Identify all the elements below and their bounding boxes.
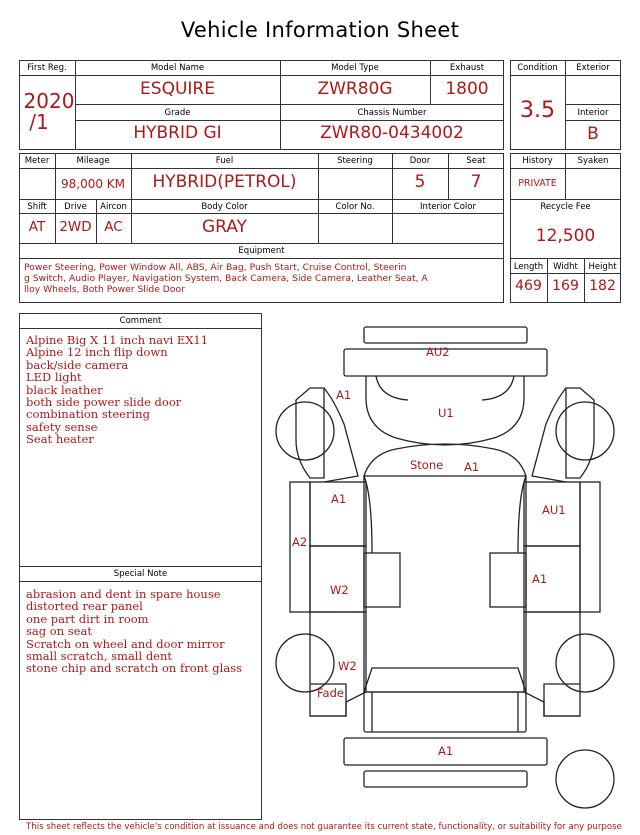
right-front-fender (566, 388, 594, 478)
aircon-label: Aircon (100, 202, 127, 212)
model-name-value: ESQUIRE (140, 79, 215, 99)
height-label: Height (588, 262, 617, 272)
front-spoiler (364, 327, 527, 343)
width-label: Widht (553, 262, 578, 272)
equipment-line: g Switch, Audio Player, Navigation System, Back Camera, Side Camera, Leather Seat, A (24, 273, 428, 285)
left-front-fender (296, 388, 324, 478)
damage-mark-right-front-fender: AU1 (542, 503, 566, 517)
recycle-fee-label: Recycle Fee (540, 202, 591, 212)
comment-item: Alpine Big X 11 inch navi EX11 (26, 333, 209, 347)
chassis-number-value: ZWR80-0434002 (320, 123, 464, 143)
damage-mark-left-rear-door: W2 (330, 583, 349, 597)
drive-label: Drive (64, 202, 87, 212)
length-value: 469 (515, 278, 542, 294)
damage-mark-windshield: A1 (464, 460, 480, 474)
damage-mark-left-fender: A2 (292, 535, 308, 549)
meter-label: Meter (24, 156, 50, 166)
recycle-fee-value: 12,500 (535, 226, 596, 246)
comment-item: back/side camera (26, 357, 129, 372)
length-label: Length (513, 262, 544, 272)
first-reg-label: First Reg. (27, 63, 67, 73)
equipment-line: lloy Wheels, Both Power Slide Door (24, 284, 185, 296)
equipment-label: Equipment (238, 246, 285, 256)
interior-value: B (587, 124, 599, 144)
mileage-label: Mileage (76, 156, 110, 166)
exhaust-label: Exhaust (449, 63, 485, 73)
interior-label: Interior (577, 108, 609, 118)
interior-color-label: Interior Color (420, 202, 476, 212)
seat-value: 7 (470, 172, 482, 192)
special-note-item: distorted rear panel (26, 599, 143, 614)
comment-item: safety sense (26, 419, 98, 434)
special-note-item: sag on seat (26, 624, 92, 639)
shift-label: Shift (27, 202, 47, 212)
front-right-wheel (556, 402, 614, 460)
comment-item: Alpine 12 inch flip down (26, 345, 168, 360)
condition-label: Condition (517, 63, 558, 73)
special-note-item: Scratch on wheel and door mirror (26, 636, 225, 651)
rear-window (364, 668, 526, 692)
damage-mark-hood: U1 (438, 406, 454, 420)
history-label: History (522, 156, 553, 166)
comment-item: both side power slide door (26, 395, 182, 410)
damage-mark-left-front-door: A1 (331, 492, 347, 506)
model-type-label: Model Type (331, 63, 379, 73)
exterior-label: Exterior (576, 63, 610, 73)
fuel-value: HYBRID(PETROL) (152, 172, 297, 192)
comment-item: LED light (26, 370, 82, 385)
syaken-label: Syaken (577, 156, 609, 166)
right-a-pillar (532, 388, 566, 482)
rear-right-wheel (556, 634, 614, 692)
comment-item: combination steering (26, 407, 150, 422)
drive-value: 2WD (59, 219, 92, 235)
left-rear-door (310, 546, 366, 612)
seat-label: Seat (466, 156, 486, 166)
steering-label: Steering (337, 156, 373, 166)
damage-mark-front-bumper: AU2 (426, 345, 450, 359)
special-note-item: small scratch, small dent (26, 649, 173, 664)
door-label: Door (409, 156, 431, 166)
special-note-label: Special Note (113, 569, 168, 579)
windshield (364, 444, 526, 476)
comment-item: Seat heater (26, 432, 94, 447)
shift-value: AT (28, 219, 46, 235)
history-value: PRIVATE (518, 178, 557, 189)
mileage-value: 98,000 KM (60, 177, 126, 191)
special-note-item: one part dirt in room (26, 611, 149, 626)
comment-label: Comment (119, 316, 162, 326)
door-value: 5 (414, 172, 426, 192)
grade-value: HYBRID GI (133, 123, 222, 143)
roof (364, 476, 526, 692)
spare-wheel (556, 750, 614, 808)
model-name-label: Model Name (150, 63, 205, 73)
special-note-item: stone chip and scratch on front glass (26, 661, 243, 676)
right-rear-quarter (524, 612, 580, 716)
aircon-value: AC (104, 219, 123, 235)
first-reg-month: /1 (29, 110, 49, 134)
rear-gate (364, 692, 526, 732)
page-title: Vehicle Information Sheet (180, 18, 460, 42)
grade-label: Grade (164, 108, 191, 118)
rear-left-wheel (276, 634, 334, 692)
damage-mark-left-rear-quarter: W2 (338, 659, 357, 673)
rear-step (364, 771, 527, 787)
comment-item: black leather (26, 382, 103, 397)
color-no-label: Color No. (335, 202, 375, 212)
first-reg-year: 2020 (23, 89, 75, 113)
equipment-line: Power Steering, Power Window All, ABS, Air Bag, Push Start, Cruise Control, Steerin (24, 262, 407, 273)
roof-panel (364, 553, 400, 607)
model-type-value: ZWR80G (317, 79, 393, 99)
damage-mark-left-rear-lamp: Fade (317, 686, 344, 700)
body-color-value: GRAY (202, 217, 247, 237)
height-value: 182 (589, 278, 616, 294)
width-value: 169 (552, 278, 579, 294)
exhaust-value: 1800 (445, 79, 489, 99)
special-note-item: abrasion and dent in spare house (26, 587, 221, 601)
disclaimer-footer: This sheet reflects the vehicle's condition at issuance and does not guarantee its current state, functionality, or suitability for any purpose (26, 822, 622, 832)
damage-mark-rear-bumper: A1 (438, 744, 454, 758)
right-sill (580, 482, 600, 612)
left-a-pillar (324, 388, 358, 482)
condition-value: 3.5 (520, 98, 555, 123)
body-color-label: Body Color (201, 202, 248, 212)
damage-mark-windshield-stone: Stone (410, 458, 444, 472)
damage-mark-front-left-corner: A1 (336, 388, 352, 402)
chassis-number-label: Chassis Number (357, 108, 427, 118)
damage-mark-right-rear-door: A1 (532, 572, 548, 586)
fuel-label: Fuel (215, 156, 234, 166)
front-left-wheel (276, 402, 334, 460)
